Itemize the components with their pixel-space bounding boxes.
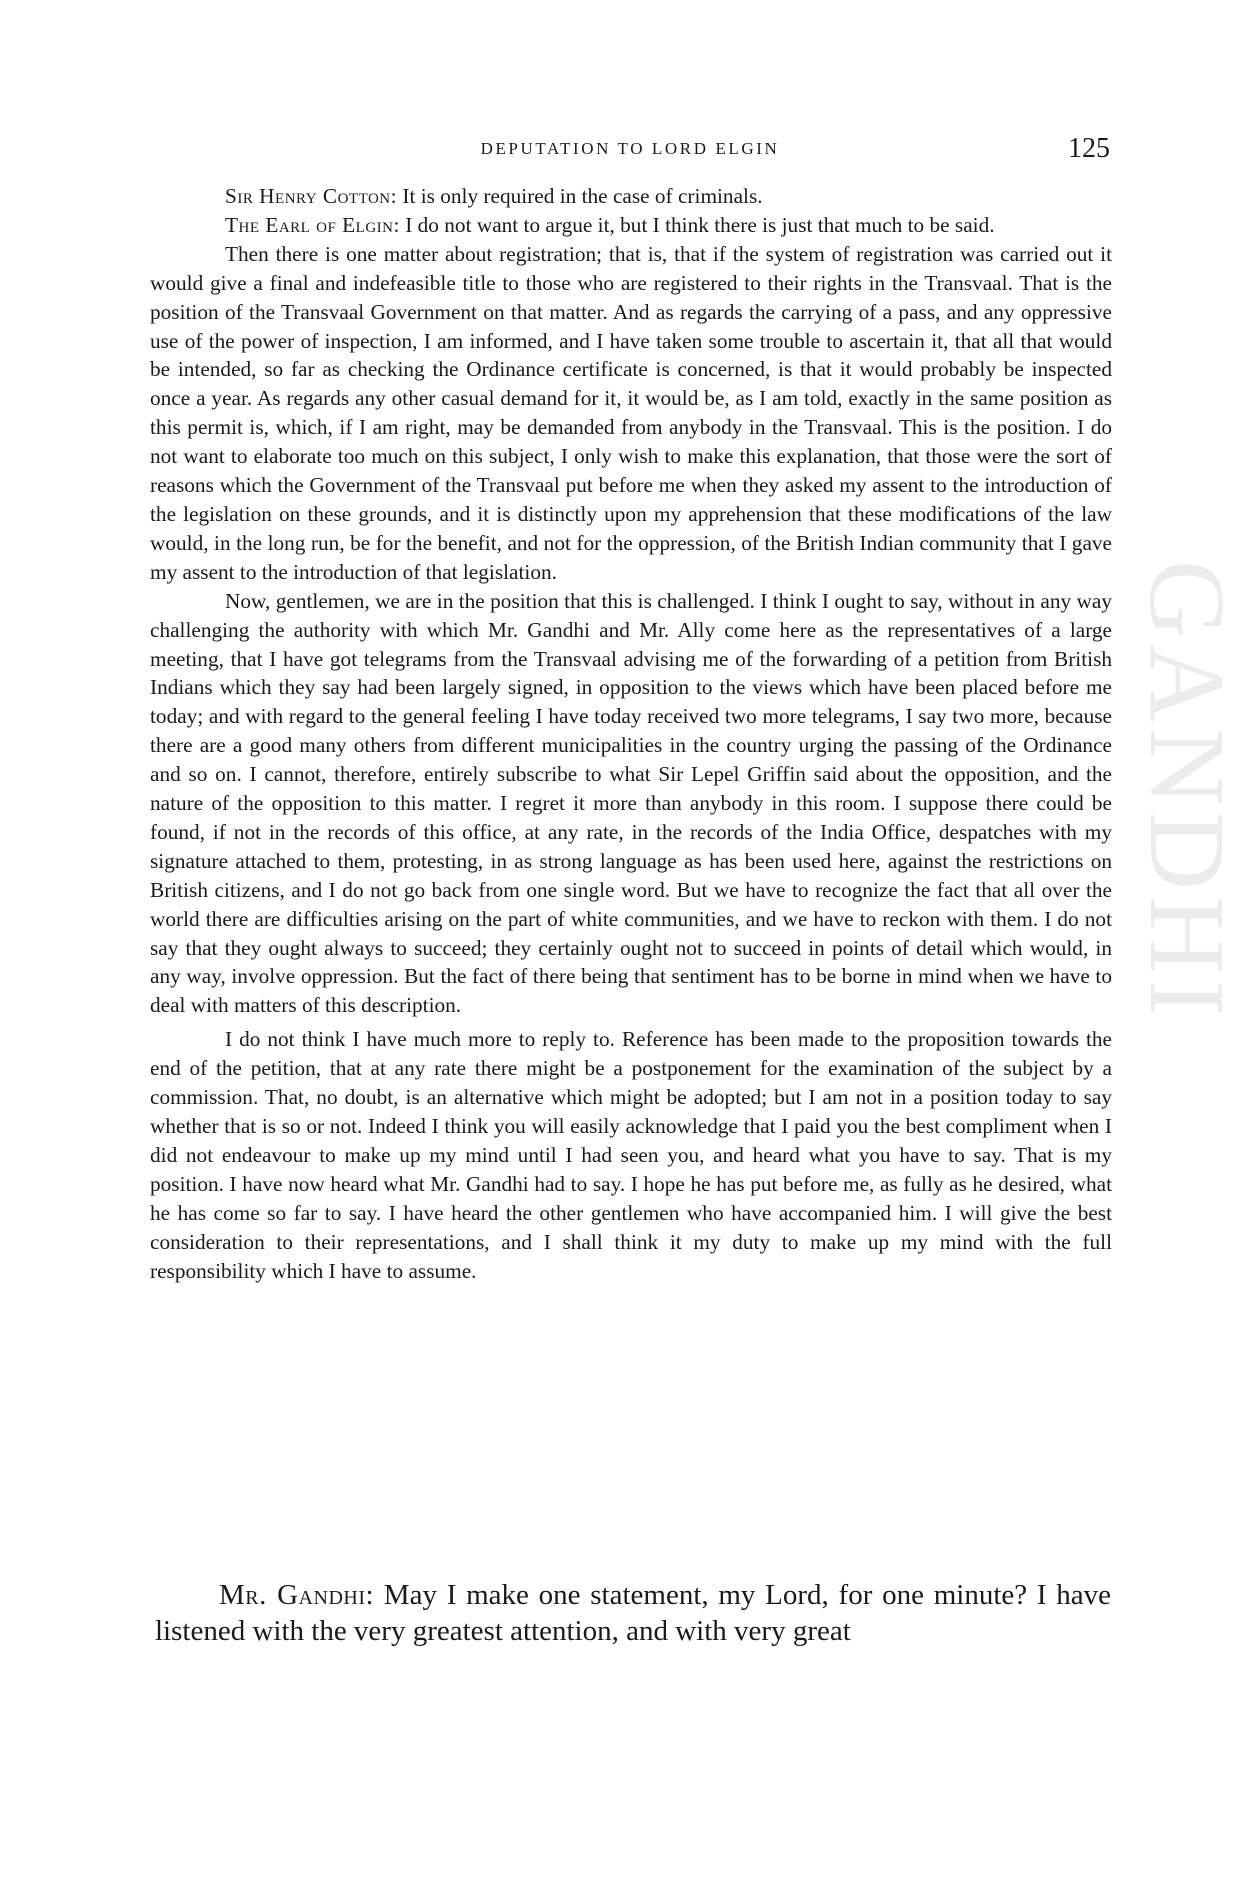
running-head: DEPUTATION TO LORD ELGIN: [480, 139, 780, 158]
paragraph: [150, 211, 1112, 240]
page-number: 125: [1068, 133, 1110, 164]
body-text: [150, 182, 1112, 1285]
paragraph: [150, 240, 1112, 587]
paragraph: [150, 182, 1112, 211]
paragraph-text: Now, gentlemen, we are in the position that this is challenged. I think I ought to say, without in any way challenging the authority with which Mr. Gandhi and Mr. Ally come here as the representatives of a large meeting, that I have got telegrams from the Transvaal advising me of the forwarding of a petition from British Indians which they say had been largely signed, in opposition to the views which have been placed before me today; and with regard to the general feeling I have today received two more telegrams, I say two more, because there are a good many others from different municipalities in the country urging the passing of the Ordinance and so on. I cannot, therefore, entirely subscribe to what Sir Lepel Griffin said about the opposition, and the nature of the opposition to this matter. I regret it more than anybody in this room. I suppose there could be found, if not in the records of this office, at any rate, in the records of the India Office, despatches with my signature attached to them, protesting, in as strong language as has been used here, against the restrictions on British citizens, and I do not go back from one single word. But we have to recognize the fact that all over the world there are difficulties arising on the part of white communities, and we have to reckon with them. I do not say that they ought always to succeed; they certainly ought not to succeed in points of detail which would, in any way, involve oppression. But the fact of there being that sentiment has to be borne in mind when we have to deal with matters of this description.: [150, 588, 1112, 1018]
paragraph-text: I do not think I have much more to reply to. Reference has been made to the proposition towards the end of the petition, that at any rate there might be a postponement for the examination of the subject by a commission. That, no doubt, is an alternative which might be adopted; but I am not in a position today to say whether that is so or not. Indeed I think you will easily acknowledge that I paid you the best compliment when I did not endeavour to make up my mind until I had seen you, and heard what you have to say. That is my position. I have now heard what Mr. Gandhi had to say. I hope he has put before me, as fully as he desired, what he has come so far to say. I have heard the other gentlemen who have accompanied him. I will give the best consideration to their representations, and I shall think it my duty to make up my mind with the full responsibility which I have to assume.: [150, 1027, 1112, 1283]
page-header: [150, 133, 1110, 173]
paragraph: [150, 1025, 1112, 1285]
paragraph: [155, 1577, 1111, 1649]
paragraph-text: Then there is one matter about registration; that is, that if the system of registration was carried out it would give a final and indefeasible title to those who are registered to their rights in the Transvaal. That is the position of the Transvaal Government on that matter. And as regards the carrying of a pass, and any oppressive use of the power of inspection, I am informed, and I have taken some trouble to ascertain it, that all that would be intended, so far as checking the Ordinance certificate is concerned, is that it would probably be inspected once a year. As regards any other casual demand for it, it would be, as I am told, exactly in the same position as this permit is, which, if I am right, may be demanded from anybody in the Transvaal. This is the position. I do not want to elaborate too much on this subject, I only wish to make this explanation, that those were the sort of reasons which the Government of the Transvaal put before me when they asked my assent to the introduction of the legislation on these grounds, and it is distinctly upon my apprehension that these modifications of the law would, in the long run, be for the benefit, and not for the oppression, of the British Indian community that I gave my assent to the introduction of that legislation.: [150, 241, 1112, 584]
watermark: GANDHI: [1127, 560, 1246, 1022]
paragraph-text: May I make one statement, my Lord, for one minute? I have listened with the very greatest attention, and with very great: [155, 1579, 1112, 1647]
speaker-name: Mr. Gandhi:: [219, 1579, 375, 1611]
speaker-name: The Earl of Elgin:: [225, 212, 400, 237]
large-text-block: [155, 1577, 1111, 1649]
paragraph-text: I do not want to argue it, but I think there is just that much to be said.: [399, 212, 995, 237]
paragraph: [150, 587, 1112, 1021]
paragraph-text: It is only required in the case of criminals.: [397, 184, 763, 208]
speaker-name: Sir Henry Cotton:: [225, 184, 398, 208]
